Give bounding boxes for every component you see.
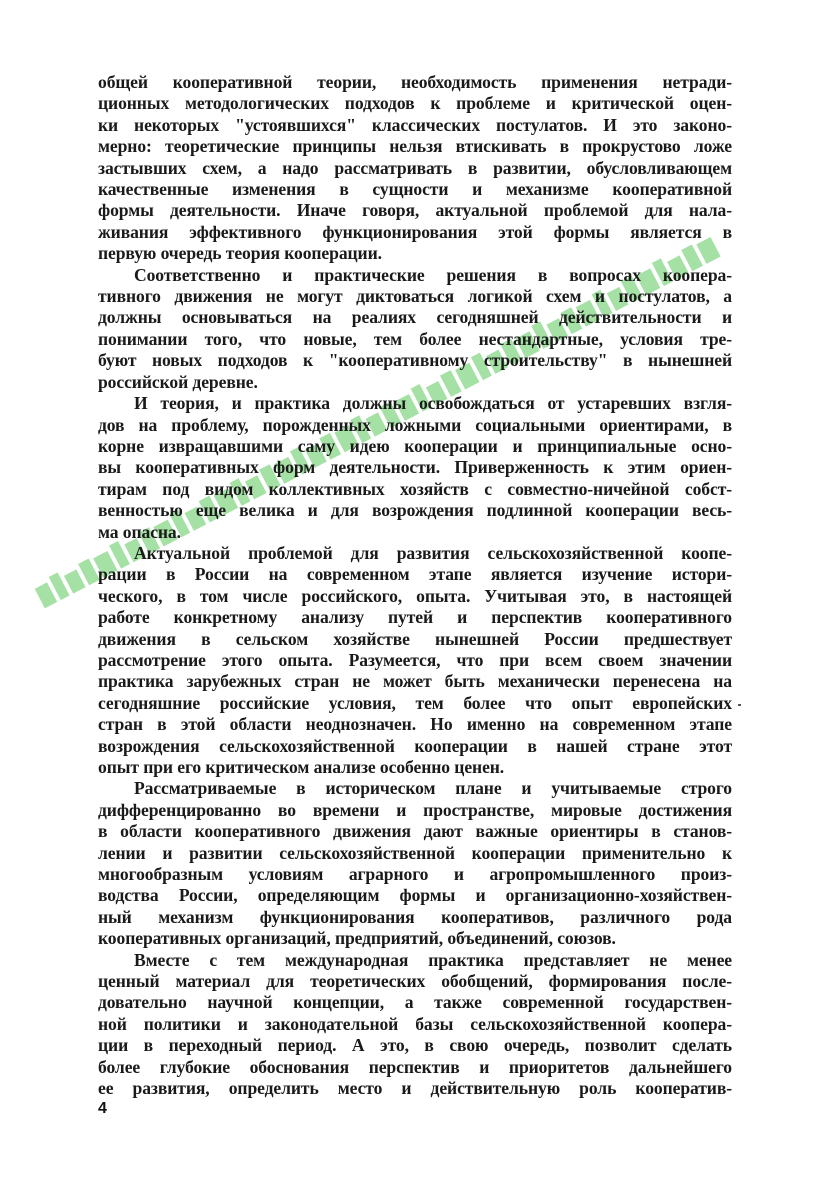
text-line: более глубокие обоснования перспектив и приоритетов дальнейшего bbox=[98, 1056, 732, 1077]
text-line: движения в сельском хозяйстве нынешней России предшествует bbox=[98, 628, 732, 649]
paragraph bbox=[98, 778, 732, 949]
paragraph bbox=[98, 72, 732, 265]
text-line: опыт при его критическом анализе особенно ценен. bbox=[98, 757, 505, 777]
page-number: 4 bbox=[98, 1100, 107, 1117]
text-line: сегодняшние российские условия, тем более что опыт европейских bbox=[98, 692, 732, 713]
text-line: первую очередь теория кооперации. bbox=[98, 243, 382, 264]
text-line: Соответственно и практические решения в вопросах коопера- bbox=[134, 264, 732, 285]
text-line: ее развития, определить место и действительную роль кооператив- bbox=[98, 1078, 732, 1099]
text-line: практика зарубежных стран не может быть механически перенесена на bbox=[98, 671, 732, 692]
text-line: Рассматриваемые в историческом плане и учитываемые строго bbox=[134, 778, 732, 799]
text-line: ма опасна. bbox=[98, 521, 181, 542]
text-line: ческого, в том числе российского, опыта. Учитывая это, в настоящей bbox=[98, 585, 732, 606]
text-line: должны основываться на реалиях сегодняшней действительности и bbox=[98, 307, 732, 328]
text-line: качественные изменения в сущности и механизме кооперативной bbox=[98, 179, 732, 200]
text-line: многообразным условиям аграрного и агропромышленного произ- bbox=[98, 864, 732, 885]
text-line: ный механизм функционирования кооперативов, различного рода bbox=[98, 906, 732, 927]
scan-artifact bbox=[738, 704, 741, 706]
text-line: венностью еще велика и для возрождения подлинной кооперации весь- bbox=[98, 500, 732, 521]
text-line: буют новых подходов к "кооперативному строительству" в нынешней bbox=[98, 350, 732, 371]
text-line: вы кооперативных форм деятельности. Приверженность к этим ориен- bbox=[98, 457, 732, 478]
text-line: рации в России на современном этапе является изучение истори- bbox=[98, 564, 732, 585]
text-line: ценный материал для теоретических обобщений, формирования после- bbox=[98, 971, 732, 992]
text-line: российской деревне. bbox=[98, 371, 258, 392]
paragraph bbox=[98, 393, 732, 543]
text-line: дов на проблему, порожденных ложными социальными ориентирами, в bbox=[98, 414, 732, 435]
text-line: в области кооперативного движения дают важные ориентиры в станов- bbox=[98, 821, 732, 842]
text-line: живания эффективного функционирования этой формы является в bbox=[98, 221, 732, 242]
text-line: дифференцированно во времени и пространстве, мировые достижения bbox=[98, 799, 732, 820]
text-line: корне извращавшими саму идею кооперации и принципиальные осно- bbox=[98, 435, 732, 456]
text-line: Актуальной проблемой для развития сельскохозяйственной коопе- bbox=[134, 542, 732, 563]
text-line: тирам под видом коллективных хозяйств с совместно-ничейной собст- bbox=[98, 478, 732, 499]
body-text bbox=[98, 72, 732, 1100]
paragraph bbox=[98, 543, 732, 778]
text-line: тивного движения не могут диктоваться логикой схем и постулатов, а bbox=[98, 286, 732, 307]
text-line: довательно научной концепции, а также современной государствен- bbox=[98, 992, 732, 1013]
text-line: ции в переходный период. А это, в свою очередь, позволит сделать bbox=[98, 1035, 732, 1056]
text-line: ки некоторых "устоявшихся" классических постулатов. И это законо- bbox=[98, 114, 732, 135]
text-line: возрождения сельскохозяйственной кооперации в нашей стране этот bbox=[98, 735, 732, 756]
text-line: лении и развитии сельскохозяйственной кооперации применительно к bbox=[98, 842, 732, 863]
text-line: формы деятельности. Иначе говоря, актуальной проблемой для нала- bbox=[98, 200, 732, 221]
text-line: И теория, и практика должны освобождаться от устаревших взгля- bbox=[134, 393, 732, 414]
paragraph bbox=[98, 950, 732, 1100]
text-line: ной политики и законодательной базы сельскохозяйственной коопера- bbox=[98, 1013, 732, 1034]
text-line: понимании того, что новые, тем более нестандартные, условия тре- bbox=[98, 328, 732, 349]
text-line: водства России, определяющим формы и организационно-хозяйствен- bbox=[98, 885, 732, 906]
text-line: ционных методологических подходов к проблеме и критической оцен- bbox=[98, 93, 732, 114]
text-line: стран в этой области неоднозначен. Но именно на современном этапе bbox=[98, 714, 732, 735]
text-line: работе конкретному анализу путей и перспектив кооперативного bbox=[98, 607, 732, 628]
text-line: кооперативных организаций, предприятий, объединений, союзов. bbox=[98, 928, 616, 949]
text-line: общей кооперативной теории, необходимость применения нетради- bbox=[98, 72, 732, 92]
text-line: застывших схем, а надо рассматривать в развитии, обусловливающем bbox=[98, 157, 732, 178]
text-line: рассмотрение этого опыта. Разумеется, что при всем своем значении bbox=[98, 649, 732, 670]
text-line: Вместе с тем международная практика представляет не менее bbox=[134, 949, 732, 970]
text-line: мерно: теоретические принципы нельзя втискивать в прокрустово ложе bbox=[98, 136, 732, 157]
paragraph bbox=[98, 265, 732, 393]
